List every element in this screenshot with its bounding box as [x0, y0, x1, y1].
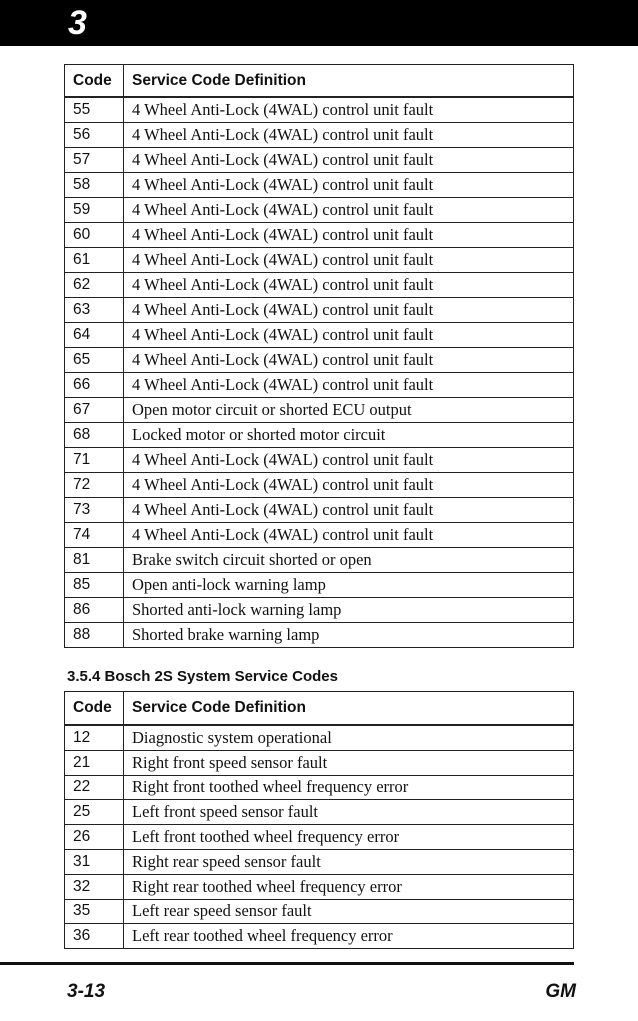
code-cell: 61 [65, 248, 124, 273]
table-row [65, 273, 574, 298]
table-row [65, 775, 574, 800]
definition-cell: Locked motor or shorted motor circuit [124, 423, 574, 448]
table-row [65, 523, 574, 548]
code-cell: 68 [65, 423, 124, 448]
table-row [65, 198, 574, 223]
definition-cell: 4 Wheel Anti-Lock (4WAL) control unit fault [124, 248, 574, 273]
table-row [65, 623, 574, 648]
code-cell: 22 [65, 775, 124, 800]
chapter-header-bar [0, 0, 638, 46]
definition-cell: Right rear toothed wheel frequency error [124, 874, 574, 899]
table-row [65, 173, 574, 198]
definition-cell: 4 Wheel Anti-Lock (4WAL) control unit fault [124, 198, 574, 223]
table-row [65, 97, 574, 123]
definition-cell: Diagnostic system operational [124, 725, 574, 750]
code-cell: 64 [65, 323, 124, 348]
code-cell: 73 [65, 498, 124, 523]
table-row [65, 348, 574, 373]
table-row [65, 573, 574, 598]
table-row [65, 448, 574, 473]
service-code-table-4wal [64, 64, 574, 648]
code-cell: 31 [65, 849, 124, 874]
chapter-number: 3 [68, 4, 87, 42]
definition-cell: Open anti-lock warning lamp [124, 573, 574, 598]
definition-cell: 4 Wheel Anti-Lock (4WAL) control unit fault [124, 448, 574, 473]
table-row [65, 123, 574, 148]
definition-cell: Shorted anti-lock warning lamp [124, 598, 574, 623]
code-cell: 72 [65, 473, 124, 498]
table-header-row [65, 65, 574, 98]
definition-cell: Left rear toothed wheel frequency error [124, 924, 574, 949]
table-body [65, 725, 574, 949]
definition-cell: Left rear speed sensor fault [124, 899, 574, 924]
code-cell: 56 [65, 123, 124, 148]
code-cell: 35 [65, 899, 124, 924]
column-header-code: Code [65, 692, 124, 726]
manufacturer-label: GM [545, 981, 576, 1002]
code-cell: 81 [65, 548, 124, 573]
page-number: 3-13 [67, 981, 106, 1002]
code-cell: 57 [65, 148, 124, 173]
code-cell: 36 [65, 924, 124, 949]
code-cell: 71 [65, 448, 124, 473]
definition-cell: Left front toothed wheel frequency error [124, 825, 574, 850]
code-cell: 59 [65, 198, 124, 223]
code-cell: 63 [65, 298, 124, 323]
code-cell: 26 [65, 825, 124, 850]
column-header-definition: Service Code Definition [124, 692, 574, 726]
code-cell: 65 [65, 348, 124, 373]
code-cell: 66 [65, 373, 124, 398]
definition-cell: Shorted brake warning lamp [124, 623, 574, 648]
code-cell: 60 [65, 223, 124, 248]
table-row [65, 148, 574, 173]
definition-cell: 4 Wheel Anti-Lock (4WAL) control unit fault [124, 97, 574, 123]
definition-cell: 4 Wheel Anti-Lock (4WAL) control unit fault [124, 298, 574, 323]
definition-cell: Left front speed sensor fault [124, 800, 574, 825]
definition-cell: 4 Wheel Anti-Lock (4WAL) control unit fault [124, 123, 574, 148]
definition-cell: 4 Wheel Anti-Lock (4WAL) control unit fault [124, 498, 574, 523]
table-row [65, 598, 574, 623]
definition-cell: 4 Wheel Anti-Lock (4WAL) control unit fault [124, 173, 574, 198]
table-row [65, 423, 574, 448]
code-cell: 32 [65, 874, 124, 899]
code-cell: 12 [65, 725, 124, 750]
code-cell: 86 [65, 598, 124, 623]
table-row [65, 498, 574, 523]
table-row [65, 725, 574, 750]
table-row [65, 323, 574, 348]
table-row [65, 849, 574, 874]
definition-cell: 4 Wheel Anti-Lock (4WAL) control unit fault [124, 223, 574, 248]
table-row [65, 874, 574, 899]
definition-cell: 4 Wheel Anti-Lock (4WAL) control unit fault [124, 273, 574, 298]
table-row [65, 825, 574, 850]
column-header-code: Code [65, 65, 124, 98]
code-cell: 67 [65, 398, 124, 423]
definition-cell: 4 Wheel Anti-Lock (4WAL) control unit fault [124, 373, 574, 398]
code-cell: 74 [65, 523, 124, 548]
table-body [65, 97, 574, 648]
table-row [65, 800, 574, 825]
definition-cell: 4 Wheel Anti-Lock (4WAL) control unit fault [124, 148, 574, 173]
table-row [65, 223, 574, 248]
definition-cell: Right front speed sensor fault [124, 750, 574, 775]
definition-cell: 4 Wheel Anti-Lock (4WAL) control unit fault [124, 473, 574, 498]
table-row [65, 298, 574, 323]
table-row [65, 398, 574, 423]
section-heading: 3.5.4 Bosch 2S System Service Codes [67, 668, 338, 685]
code-cell: 21 [65, 750, 124, 775]
code-cell: 88 [65, 623, 124, 648]
service-code-table-bosch-2s [64, 691, 574, 949]
table-row [65, 473, 574, 498]
table-row [65, 248, 574, 273]
table-row [65, 750, 574, 775]
code-cell: 62 [65, 273, 124, 298]
table-row [65, 548, 574, 573]
definition-cell: Right rear speed sensor fault [124, 849, 574, 874]
code-cell: 55 [65, 97, 124, 123]
code-cell: 25 [65, 800, 124, 825]
table-row [65, 373, 574, 398]
definition-cell: 4 Wheel Anti-Lock (4WAL) control unit fault [124, 348, 574, 373]
code-cell: 85 [65, 573, 124, 598]
table-row [65, 899, 574, 924]
definition-cell: 4 Wheel Anti-Lock (4WAL) control unit fault [124, 323, 574, 348]
footer-divider [0, 962, 574, 965]
definition-cell: Brake switch circuit shorted or open [124, 548, 574, 573]
table-header-row [65, 692, 574, 726]
table-row [65, 924, 574, 949]
definition-cell: Open motor circuit or shorted ECU output [124, 398, 574, 423]
definition-cell: Right front toothed wheel frequency error [124, 775, 574, 800]
code-cell: 58 [65, 173, 124, 198]
definition-cell: 4 Wheel Anti-Lock (4WAL) control unit fault [124, 523, 574, 548]
column-header-definition: Service Code Definition [124, 65, 574, 98]
